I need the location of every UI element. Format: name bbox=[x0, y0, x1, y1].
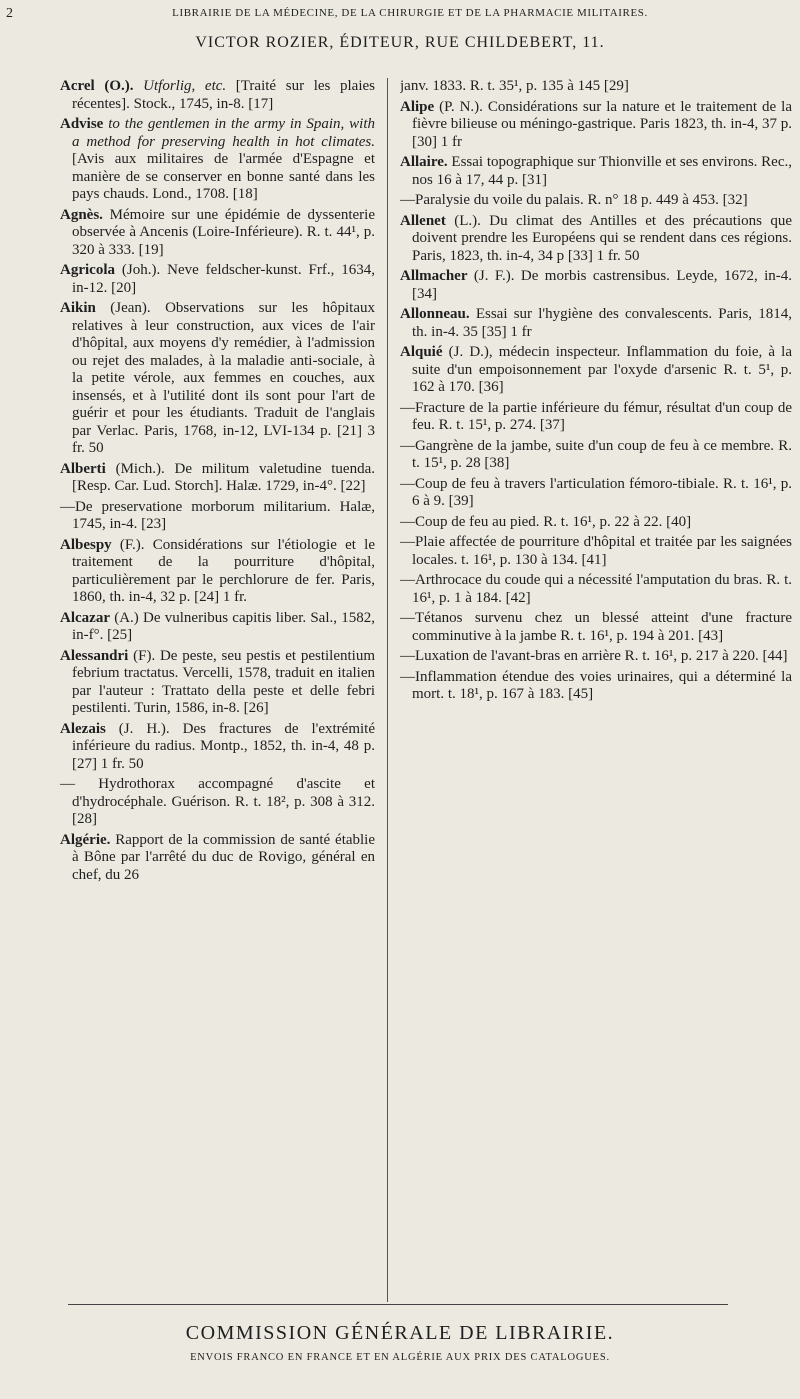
entry-author: Alquié bbox=[400, 344, 443, 360]
catalog-entry bbox=[400, 192, 800, 210]
catalog-entry bbox=[400, 534, 800, 569]
catalog-entry bbox=[60, 776, 375, 829]
entry-author: Allmacher bbox=[400, 268, 468, 284]
entry-author: Allenet bbox=[400, 212, 446, 229]
entry-text: —Inflammation étendue des voies urinaires, qui a déterminé la mort. t. 18¹, p. 167 à 183. [45] bbox=[400, 668, 792, 702]
catalog-entry bbox=[400, 669, 800, 704]
footer-subtitle: ENVOIS FRANCO EN FRANCE ET EN ALGÉRIE AUX PRIX DES CATALOGUES. bbox=[190, 1352, 610, 1363]
right-column bbox=[400, 78, 800, 707]
entry-text: Essai topographique sur Thionville et ses environs. Rec., nos 16 à 17, 44 p. [31] bbox=[412, 154, 792, 188]
catalog-entry bbox=[400, 572, 800, 607]
entry-title: Utforlig, etc. bbox=[143, 78, 227, 94]
entry-text: (F). De peste, seu pestis et pestilentium febrium tractatus. Vercelli, 1578, traduit en italien par l'auteur : Trattato della peste et delle febri pestilenti. Turin, 1586, in-8. [26] bbox=[72, 647, 375, 716]
catalog-entry bbox=[60, 537, 375, 607]
page-number: 2 bbox=[6, 6, 13, 21]
catalog-entry bbox=[60, 721, 375, 774]
catalog-entry bbox=[60, 648, 375, 718]
catalog-entry bbox=[400, 648, 800, 666]
entry-author: Algérie. bbox=[60, 831, 111, 848]
entry-author: Alessandri bbox=[60, 647, 129, 664]
entry-author: Alezais bbox=[60, 720, 106, 737]
entry-text: janv. 1833. R. t. 35¹, p. 135 à 145 [29] bbox=[400, 78, 629, 94]
catalog-entry bbox=[60, 461, 375, 496]
entry-title: to the gentlemen in the army in Spain, with a method for preserving health in hot climates. bbox=[72, 116, 375, 150]
catalog-entry bbox=[60, 262, 375, 297]
running-head: LIBRAIRIE DE LA MÉDECINE, DE LA CHIRURGIE ET DE LA PHARMACIE MILITAIRES. bbox=[172, 7, 648, 19]
catalog-entry bbox=[60, 832, 375, 885]
catalog-entry bbox=[400, 514, 800, 532]
footer-rule bbox=[68, 1304, 728, 1305]
catalog-entry bbox=[400, 400, 800, 435]
entry-author: Acrel (O.). bbox=[60, 78, 134, 94]
catalog-entry bbox=[60, 499, 375, 534]
catalog-entry bbox=[400, 344, 800, 397]
catalog-entry bbox=[60, 300, 375, 458]
entry-text: —Gangrène de la jambe, suite d'un coup de feu à ce membre. R. t. 15¹, p. 28 [38] bbox=[400, 437, 792, 471]
entry-text: —Plaie affectée de pourriture d'hôpital et traitée par les saignées locales. t. 16¹, p. 130 à 134. [41] bbox=[400, 534, 792, 568]
catalog-entry bbox=[400, 610, 800, 645]
entry-text: —Luxation de l'avant-bras en arrière R. t. 16¹, p. 217 à 220. [44] bbox=[400, 648, 788, 664]
entry-text: —Arthrocace du coude qui a nécessité l'amputation du bras. R. t. 16¹, p. 1 à 184. [42] bbox=[400, 572, 792, 606]
entry-text: (J. H.). Des fractures de l'extrémité inférieure du radius. Montp., 1852, th. in-4, 48 p. [27] 1 fr. 50 bbox=[72, 720, 375, 772]
entry-text: Rapport de la commission de santé établie à Bône par l'arrêté du duc de Rovigo, général en chef, du 26 bbox=[72, 831, 376, 883]
catalog-entry bbox=[400, 306, 800, 341]
entry-text: —De preservatione morborum militarium. Halæ, 1745, in-4. [23] bbox=[60, 498, 375, 532]
catalog-entry bbox=[400, 268, 800, 303]
entry-author: Advise bbox=[60, 116, 104, 132]
catalog-entry bbox=[400, 438, 800, 473]
publisher-line: VICTOR ROZIER, ÉDITEUR, RUE CHILDEBERT, 11. bbox=[195, 34, 605, 51]
entry-text: (F.). Considérations sur l'étiologie et le traitement de la pourriture d'hôpital, particulièrement par le perchlorure de fer. Paris, 1860, th. in-4, 32 p. [24] 1 fr. bbox=[72, 536, 376, 605]
entry-text: (J. F.). De morbis castrensibus. Leyde, 1672, in-4. [34] bbox=[412, 268, 792, 302]
entry-text: — Hydrothorax accompagné d'ascite et d'hydrocéphale. Guérison. R. t. 18², p. 308 à 312. [28] bbox=[60, 776, 375, 827]
entry-author: Aikin bbox=[60, 300, 96, 316]
entry-text: (Jean). Observations sur les hôpitaux relatives à leur construction, aux vices de l'air d'hôpital, aux moyens d'y remédier, à l'admission ou rejet des malades, à la maladie anti-sociale, à la petite vérole, aux femmes en couches, aux insensés, et à l'utilité dont ils sont pour l'art de guérir et pour les étudiants. Traduit de l'anglais par Verlac. Paris, 1768, in-12, LVI-134 p. [21] 3 fr. 50 bbox=[72, 300, 375, 456]
catalog-entry bbox=[400, 78, 800, 96]
entry-author: Agricola bbox=[60, 262, 115, 278]
entry-text: (J. D.), médecin inspecteur. Inflammation du foie, à la suite d'un empoisonnement par l'oxyde d'arsenic R. t. 5¹, p. 162 à 170. [36] bbox=[412, 344, 793, 395]
entry-text: —Coup de feu à travers l'articulation fémoro-tibiale. R. t. 16¹, p. 6 à 9. [39] bbox=[400, 475, 792, 509]
entry-text: (A.) De vulneribus capitis liber. Sal., 1582, in-f°. [25] bbox=[72, 609, 375, 643]
entry-author: Agnès. bbox=[60, 206, 103, 223]
catalog-entry bbox=[60, 116, 375, 204]
entry-text: (Mich.). De militum valetudine tuenda. [Resp. Car. Lud. Storch]. Halæ. 1729, in-4°. [22] bbox=[72, 460, 376, 494]
entry-text: (Joh.). Neve feldscher-kunst. Frf., 1634, in-12. [20] bbox=[72, 262, 375, 296]
entry-text: —Paralysie du voile du palais. R. n° 18 p. 449 à 453. [32] bbox=[400, 192, 748, 208]
entry-text: Essai sur l'hygiène des convalescents. Paris, 1814, th. in-4. 35 [35] 1 fr bbox=[412, 306, 792, 340]
entry-author: Alberti bbox=[60, 460, 106, 477]
catalog-entry bbox=[60, 207, 375, 260]
catalog-entry bbox=[60, 78, 375, 113]
entry-author: Alipe bbox=[400, 98, 435, 115]
catalog-entry bbox=[60, 610, 375, 645]
catalog-entry bbox=[400, 154, 800, 189]
entry-text: —Tétanos survenu chez un blessé atteint d'une fracture comminutive à la jambe R. t. 16¹, p. 194 à 201. [43] bbox=[400, 610, 792, 644]
entry-text: Mémoire sur une épidémie de dyssenterie observée à Ancenis (Loire-Inférieure). R. t. 44¹, p. 320 à 333. [19] bbox=[72, 206, 375, 258]
entry-text: (L.). Du climat des Antilles et des précautions que doivent prendre les Européens qui se rendent dans ces régions. Paris, 1823, th. in-4, 34 p [33] 1 fr. 50 bbox=[412, 212, 793, 264]
catalog-columns bbox=[60, 78, 798, 1308]
entry-author: Alcazar bbox=[60, 609, 110, 626]
entry-author: Allonneau. bbox=[400, 306, 470, 322]
footer-title: COMMISSION GÉNÉRALE DE LIBRAIRIE. bbox=[185, 1322, 615, 1344]
entry-text: (P. N.). Considérations sur la nature et le traitement de la fièvre bilieuse ou méningo-gastrique. Paris 1823, th. in-4, 37 p. [30] 1 fr bbox=[412, 98, 792, 150]
entry-text: —Fracture de la partie inférieure du fémur, résultat d'un coup de feu. R. t. 15¹, p. 274. [37] bbox=[400, 399, 792, 433]
left-column bbox=[60, 78, 388, 1302]
entry-author: Albespy bbox=[60, 536, 112, 553]
catalog-entry bbox=[400, 99, 800, 152]
catalog-entry bbox=[400, 476, 800, 511]
entry-text: [Avis aux militaires de l'armée d'Espagne et manière de se conserver en bonne santé dans les pays chauds. Lond., 1708. [18] bbox=[72, 151, 375, 202]
entry-text: [Traité sur les plaies récentes]. Stock., 1745, in-8. [17] bbox=[72, 78, 376, 112]
entry-text: —Coup de feu au pied. R. t. 16¹, p. 22 à 22. [40] bbox=[400, 513, 692, 530]
catalog-entry bbox=[400, 213, 800, 266]
entry-author: Allaire. bbox=[400, 154, 448, 170]
